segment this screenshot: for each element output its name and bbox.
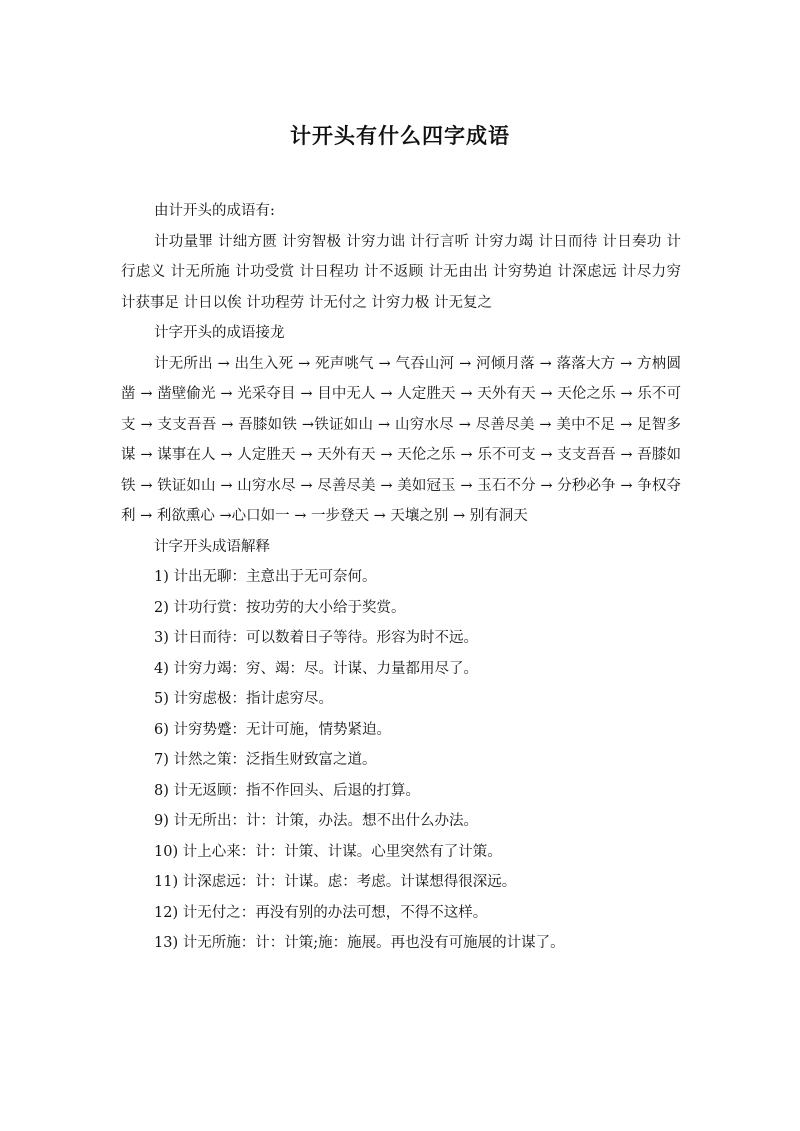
- explanation-list: [121, 562, 681, 959]
- document-body: [121, 196, 681, 959]
- list-item: 5) 计穷虑极：指计虑穷尽。: [154, 691, 333, 707]
- list-item: 8) 计无返顾：指不作回头、后退的打算。: [154, 782, 420, 799]
- list-item: 12) 计无付之：再没有别的办法可想，不得不这样。: [154, 904, 488, 921]
- list-item: 3) 计日而待：可以数着日子等待。形容为时不远。: [154, 630, 478, 646]
- page-title: 计开头有什么四字成语: [290, 124, 510, 148]
- intro-paragraph: 由计开头的成语有:: [154, 203, 275, 219]
- list-item: 10) 计上心来：计：计策、计谋。心里突然有了计策。: [154, 843, 502, 860]
- idiom-list-paragraph: 计功量罪 计绌方匮 计穷智极 计穷力诎 计行言听 计穷力竭 计日而待 计日奏功 计行虑义 计无所施 计功受赏 计日程功 计不返顾 计无由出 计穷势迫 计深虑远 计尽力穷 计获事足 计日以俟 计功程劳 计无付之 计穷力极 计无复之: [121, 233, 681, 311]
- list-item: 11) 计深虑远：计：计谋。虑：考虑。计谋想得很深远。: [154, 874, 517, 890]
- list-item: 13) 计无所施：计：计策;施：施展。再也没有可施展的计谋了。: [154, 935, 565, 951]
- list-item: 9) 计无所出：计：计策，办法。想不出什么办法。: [154, 813, 478, 829]
- idiom-chain-paragraph: 计无所出 → 出生入死 → 死声咷气 → 气吞山河 → 河倾月落 → 落落大方 → 方枘圆凿 → 凿壁偷光 → 光采夺目 → 目中无人 → 人定胜天 → 天外有天 → 天伦之乐 → 乐不可支 → 支支吾吾 → 吾膝如铁 →铁证如山 → 山穷水尽 → 尽善尽美 → 美中不足 → 足智多谋 → 谋事在人 → 人定胜天 → 天外有天 → 天伦之乐 → 乐不可支 → 支支吾吾 → 吾膝如铁 → 铁证如山 → 山穷水尽 → 尽善尽美 → 美如冠玉 → 玉石不分 → 分秒必争 → 争权夺利 → 利欲熏心 →心口如一 → 一步登天 → 天壤之别 → 别有洞天: [121, 355, 681, 524]
- chain-heading: 计字开头的成语接龙: [154, 325, 285, 341]
- list-item: 2) 计功行赏：按功劳的大小给于奖赏。: [154, 599, 406, 616]
- list-item: 6) 计穷势蹙：无计可施，情势紧迫。: [154, 721, 391, 738]
- list-item: 4) 计穷力竭：穷、竭：尽。计谋、力量都用尽了。: [154, 660, 478, 677]
- explanation-heading: 计字开头成语解释: [154, 538, 270, 555]
- list-item: 1) 计出无聊：主意出于无可奈何。: [154, 569, 377, 585]
- list-item: 7) 计然之策：泛指生财致富之道。: [154, 752, 377, 768]
